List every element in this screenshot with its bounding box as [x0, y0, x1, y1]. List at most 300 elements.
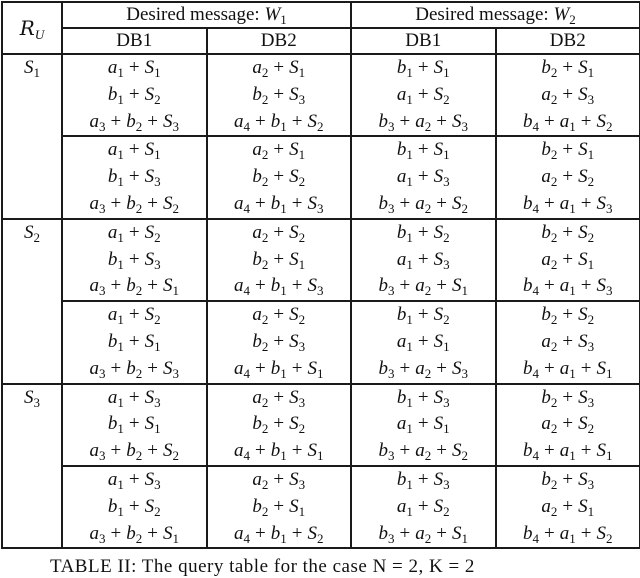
term: $a_2$ [252, 139, 268, 160]
term: $S_1$ [307, 440, 323, 461]
term: $S_1$ [307, 358, 323, 379]
query-line [497, 521, 640, 548]
term: $a_1$ [560, 111, 576, 132]
query-line [497, 467, 640, 494]
term: $b_4$ [523, 440, 539, 461]
plus-operator: + [395, 523, 416, 544]
term: $S_3$ [578, 469, 594, 490]
plus-operator: + [413, 166, 434, 187]
query-line [497, 411, 640, 438]
term: $S_3$ [452, 111, 468, 132]
plus-operator: + [557, 304, 578, 325]
plus-operator: + [287, 358, 308, 379]
term: $S_1$ [163, 523, 179, 544]
plus-operator: + [268, 57, 289, 78]
plus-operator: + [142, 275, 163, 296]
plus-operator: + [557, 331, 578, 352]
term: $b_3$ [379, 111, 395, 132]
query-line [63, 438, 206, 465]
table-caption: TABLE II: The query table for the case N = 2, K = 2 [50, 556, 475, 578]
row-group-label: $S_1$ [2, 54, 62, 219]
plus-operator: + [413, 413, 434, 434]
query-line [352, 82, 495, 109]
term: $S_3$ [578, 387, 594, 408]
term: $a_1$ [108, 469, 124, 490]
plus-operator: + [142, 358, 163, 379]
plus-operator: + [268, 304, 289, 325]
term: $a_4$ [234, 440, 250, 461]
plus-operator: + [287, 440, 308, 461]
query-cell [62, 301, 207, 383]
term: $S_2$ [289, 304, 305, 325]
query-line [63, 191, 206, 218]
plus-operator: + [124, 57, 145, 78]
term: $b_1$ [108, 166, 124, 187]
query-cell [207, 301, 352, 383]
term: $S_2$ [578, 304, 594, 325]
query-cell [351, 219, 496, 301]
table-row [2, 54, 640, 136]
plus-operator: + [268, 166, 289, 187]
plus-operator: + [413, 139, 434, 160]
term: $a_4$ [234, 358, 250, 379]
query-line [497, 302, 640, 329]
term: $S_2$ [289, 166, 305, 187]
term: $b_2$ [252, 413, 268, 434]
term: $S_1$ [578, 496, 594, 517]
plus-operator: + [106, 358, 127, 379]
term: $S_3$ [289, 387, 305, 408]
term: $a_1$ [560, 523, 576, 544]
term: $a_3$ [90, 275, 106, 296]
term: $S_3$ [578, 331, 594, 352]
term: $a_1$ [108, 222, 124, 243]
term: $S_1$ [289, 249, 305, 270]
plus-operator: + [124, 304, 145, 325]
plus-operator: + [287, 193, 308, 214]
term: $a_1$ [560, 358, 576, 379]
term: $a_3$ [90, 358, 106, 379]
term: $b_2$ [252, 496, 268, 517]
term: $S_3$ [434, 249, 450, 270]
term: $S_2$ [145, 84, 161, 105]
query-cell [62, 54, 207, 136]
query-line [352, 137, 495, 164]
query-cell [496, 136, 640, 218]
plus-operator: + [413, 304, 434, 325]
query-line [352, 494, 495, 521]
plus-operator: + [395, 275, 416, 296]
term: $S_2$ [596, 111, 612, 132]
query-line [208, 82, 351, 109]
table-row [2, 384, 640, 466]
term: $S_2$ [434, 304, 450, 325]
header-var: W [264, 4, 280, 25]
term: $a_2$ [415, 440, 431, 461]
plus-operator: + [268, 469, 289, 490]
plus-operator: + [413, 331, 434, 352]
plus-operator: + [268, 139, 289, 160]
plus-operator: + [576, 111, 597, 132]
query-line [497, 494, 640, 521]
table-row [2, 136, 640, 218]
query-line [497, 109, 640, 136]
plus-operator: + [106, 275, 127, 296]
term: $S_2$ [307, 111, 323, 132]
term: $S_3$ [163, 111, 179, 132]
plus-operator: + [250, 523, 271, 544]
query-line [497, 247, 640, 274]
plus-operator: + [431, 193, 452, 214]
term: $a_2$ [252, 57, 268, 78]
query-line [208, 385, 351, 412]
query-line [208, 411, 351, 438]
term: $a_4$ [234, 111, 250, 132]
query-line [352, 329, 495, 356]
plus-operator: + [576, 523, 597, 544]
plus-operator: + [250, 358, 271, 379]
term: $S_1$ [145, 139, 161, 160]
query-cell [496, 384, 640, 466]
term: $a_1$ [560, 193, 576, 214]
term: $b_2$ [126, 111, 142, 132]
query-line [63, 247, 206, 274]
plus-operator: + [250, 440, 271, 461]
term: $S_2$ [452, 440, 468, 461]
query-line [208, 467, 351, 494]
term: $a_2$ [252, 469, 268, 490]
plus-operator: + [557, 413, 578, 434]
term: $S_1$ [163, 275, 179, 296]
term: $a_1$ [560, 275, 576, 296]
query-line [352, 385, 495, 412]
term: $b_2$ [126, 358, 142, 379]
term: $S_3$ [452, 358, 468, 379]
term: $b_2$ [541, 304, 557, 325]
term: $a_2$ [415, 358, 431, 379]
plus-operator: + [124, 166, 145, 187]
plus-operator: + [413, 496, 434, 517]
query-line [352, 467, 495, 494]
term: $a_1$ [397, 331, 413, 352]
query-line [63, 467, 206, 494]
query-line [497, 220, 640, 247]
query-line [63, 273, 206, 300]
plus-operator: + [124, 222, 145, 243]
plus-operator: + [106, 193, 127, 214]
plus-operator: + [250, 193, 271, 214]
term: $S_3$ [145, 166, 161, 187]
plus-operator: + [576, 193, 597, 214]
plus-operator: + [142, 523, 163, 544]
term: $a_1$ [397, 496, 413, 517]
header-text: Desired message: [415, 4, 553, 25]
header-desired-w2 [351, 2, 640, 28]
term: $S_2$ [145, 222, 161, 243]
query-cell [351, 384, 496, 466]
query-line [352, 55, 495, 82]
plus-operator: + [268, 387, 289, 408]
query-line [208, 494, 351, 521]
term: $S_1$ [434, 139, 450, 160]
term: $S_2$ [578, 222, 594, 243]
term: $S_3$ [289, 469, 305, 490]
plus-operator: + [124, 496, 145, 517]
query-line [63, 302, 206, 329]
term: $S_1$ [452, 275, 468, 296]
plus-operator: + [268, 249, 289, 270]
plus-operator: + [576, 440, 597, 461]
query-cell [62, 219, 207, 301]
plus-operator: + [431, 111, 452, 132]
term: $b_2$ [252, 249, 268, 270]
plus-operator: + [557, 496, 578, 517]
query-line [63, 411, 206, 438]
term: $a_3$ [90, 440, 106, 461]
query-table [1, 1, 640, 549]
term: $b_1$ [108, 331, 124, 352]
query-cell [496, 466, 640, 548]
query-line [497, 385, 640, 412]
query-line [208, 109, 351, 136]
query-cell [62, 384, 207, 466]
term: $a_1$ [108, 57, 124, 78]
header-w1-db2: DB2 [207, 28, 352, 54]
plus-operator: + [124, 469, 145, 490]
term: $S_1$ [596, 440, 612, 461]
term: $b_2$ [541, 469, 557, 490]
term: $b_1$ [271, 111, 287, 132]
plus-operator: + [557, 469, 578, 490]
plus-operator: + [287, 111, 308, 132]
term: $S_2$ [289, 413, 305, 434]
query-cell [62, 466, 207, 548]
plus-operator: + [124, 413, 145, 434]
query-line [208, 521, 351, 548]
plus-operator: + [142, 111, 163, 132]
header-desired-w1 [62, 2, 351, 28]
term: $S_2$ [434, 222, 450, 243]
term: $S_2$ [452, 193, 468, 214]
term: $b_2$ [541, 222, 557, 243]
plus-operator: + [106, 523, 127, 544]
header-user-randomness [2, 2, 62, 54]
query-line [208, 438, 351, 465]
term: $b_2$ [541, 139, 557, 160]
term: $a_2$ [541, 496, 557, 517]
term: $b_1$ [271, 275, 287, 296]
query-cell [351, 54, 496, 136]
plus-operator: + [268, 222, 289, 243]
query-cell [207, 136, 352, 218]
query-line [63, 220, 206, 247]
term: $b_4$ [523, 111, 539, 132]
query-line [208, 137, 351, 164]
query-cell [351, 466, 496, 548]
row-group-label: $S_3$ [2, 384, 62, 549]
plus-operator: + [431, 358, 452, 379]
row-group-label: $S_2$ [2, 219, 62, 384]
term: $S_3$ [434, 166, 450, 187]
term: $S_1$ [596, 358, 612, 379]
term: $b_1$ [397, 57, 413, 78]
term: $b_1$ [108, 413, 124, 434]
query-line [208, 273, 351, 300]
query-cell [496, 219, 640, 301]
query-line [352, 247, 495, 274]
plus-operator: + [576, 275, 597, 296]
term: $b_1$ [108, 496, 124, 517]
term: $b_4$ [523, 358, 539, 379]
plus-operator: + [557, 139, 578, 160]
query-line [63, 164, 206, 191]
term: $b_1$ [271, 440, 287, 461]
term: $S_1$ [578, 249, 594, 270]
term: $S_3$ [307, 193, 323, 214]
plus-operator: + [539, 193, 560, 214]
term: $b_2$ [126, 523, 142, 544]
query-line [352, 356, 495, 383]
term: $a_3$ [90, 523, 106, 544]
plus-operator: + [124, 249, 145, 270]
query-cell [207, 54, 352, 136]
term: $S_3$ [289, 84, 305, 105]
term: $b_4$ [523, 523, 539, 544]
query-line [352, 302, 495, 329]
header-sub: 1 [280, 12, 287, 27]
plus-operator: + [413, 57, 434, 78]
query-cell [351, 301, 496, 383]
term: $S_3$ [434, 469, 450, 490]
term: $b_2$ [541, 387, 557, 408]
term: $a_1$ [108, 139, 124, 160]
term: $a_1$ [397, 84, 413, 105]
term: $S_1$ [452, 523, 468, 544]
term: $a_2$ [541, 413, 557, 434]
query-cell [62, 136, 207, 218]
term: $a_1$ [560, 440, 576, 461]
term: $S_1$ [578, 57, 594, 78]
query-line [63, 521, 206, 548]
query-cell [207, 384, 352, 466]
query-cell [207, 466, 352, 548]
term: $a_1$ [397, 413, 413, 434]
plus-operator: + [124, 387, 145, 408]
plus-operator: + [268, 331, 289, 352]
plus-operator: + [268, 496, 289, 517]
query-line [352, 521, 495, 548]
query-line [497, 329, 640, 356]
term: $S_3$ [163, 358, 179, 379]
plus-operator: + [124, 84, 145, 105]
header-w1-db1: DB1 [62, 28, 207, 54]
plus-operator: + [287, 523, 308, 544]
term: $S_3$ [145, 469, 161, 490]
header-sub: 2 [569, 12, 576, 27]
table-row [2, 301, 640, 383]
plus-operator: + [557, 166, 578, 187]
table-body [2, 54, 640, 548]
term: $b_1$ [397, 139, 413, 160]
query-cell [207, 219, 352, 301]
plus-operator: + [557, 387, 578, 408]
query-line [208, 164, 351, 191]
term: $b_1$ [271, 523, 287, 544]
query-cell [496, 54, 640, 136]
term: $b_1$ [108, 249, 124, 270]
term: $S_3$ [578, 84, 594, 105]
term: $b_4$ [523, 275, 539, 296]
term: $S_2$ [434, 496, 450, 517]
term: $b_3$ [379, 358, 395, 379]
query-line [352, 164, 495, 191]
plus-operator: + [124, 331, 145, 352]
query-line [352, 220, 495, 247]
term: $b_2$ [126, 275, 142, 296]
plus-operator: + [395, 193, 416, 214]
term: $a_2$ [252, 222, 268, 243]
term: $S_2$ [434, 84, 450, 105]
term: $a_1$ [397, 166, 413, 187]
term: $S_3$ [145, 249, 161, 270]
term: $a_2$ [415, 193, 431, 214]
query-cell [351, 136, 496, 218]
term: $b_2$ [541, 57, 557, 78]
query-line [497, 438, 640, 465]
term: $S_2$ [145, 304, 161, 325]
query-line [63, 329, 206, 356]
query-line [352, 438, 495, 465]
query-line [63, 109, 206, 136]
term: $a_3$ [90, 193, 106, 214]
term: $b_3$ [379, 275, 395, 296]
term: $S_1$ [434, 331, 450, 352]
term: $S_3$ [596, 193, 612, 214]
plus-operator: + [395, 440, 416, 461]
term: $a_2$ [415, 523, 431, 544]
term: $b_4$ [523, 193, 539, 214]
plus-operator: + [124, 139, 145, 160]
plus-operator: + [431, 275, 452, 296]
term: $b_1$ [271, 358, 287, 379]
plus-operator: + [413, 249, 434, 270]
term: $b_1$ [397, 387, 413, 408]
term: $S_3$ [145, 387, 161, 408]
term: $a_4$ [234, 193, 250, 214]
term: $a_1$ [108, 304, 124, 325]
plus-operator: + [250, 275, 271, 296]
term: $a_1$ [108, 387, 124, 408]
plus-operator: + [142, 440, 163, 461]
query-line [208, 191, 351, 218]
plus-operator: + [557, 84, 578, 105]
term: $S_1$ [289, 57, 305, 78]
term: $b_2$ [126, 193, 142, 214]
query-line [497, 356, 640, 383]
plus-operator: + [268, 413, 289, 434]
plus-operator: + [557, 57, 578, 78]
term: $a_2$ [415, 111, 431, 132]
plus-operator: + [287, 275, 308, 296]
query-line [352, 191, 495, 218]
term: $a_1$ [397, 249, 413, 270]
term: $b_1$ [397, 304, 413, 325]
term: $S_2$ [163, 193, 179, 214]
plus-operator: + [142, 193, 163, 214]
term: $a_3$ [90, 111, 106, 132]
plus-operator: + [539, 275, 560, 296]
query-line [497, 55, 640, 82]
